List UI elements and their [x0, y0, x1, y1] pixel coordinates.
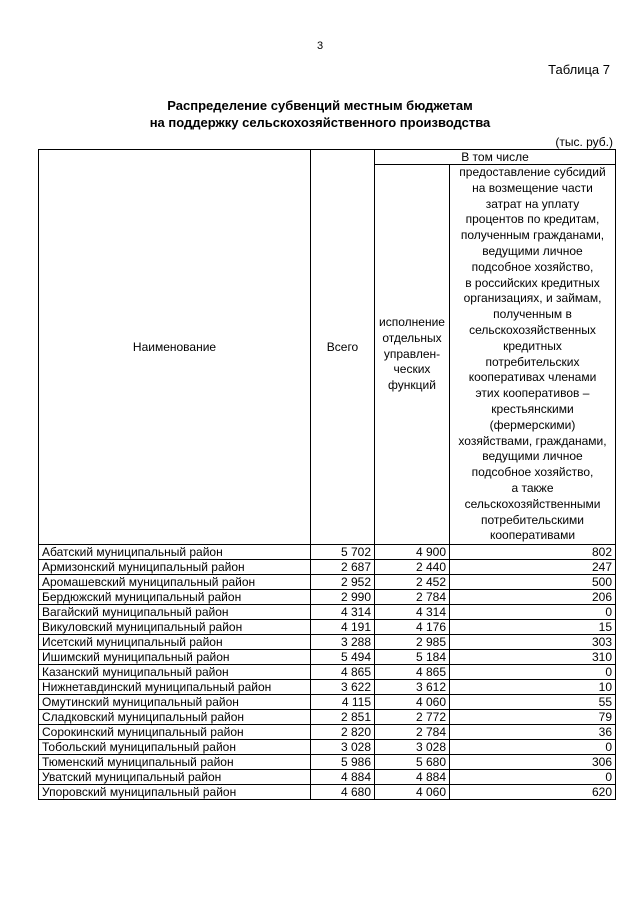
district-name: Бердюжский муниципальный район: [39, 590, 311, 605]
total-value: 4 191: [311, 620, 375, 635]
district-name: Вагайский муниципальный район: [39, 605, 311, 620]
district-name: Викуловский муниципальный район: [39, 620, 311, 635]
functions-value: 3 612: [375, 680, 450, 695]
subsidies-value: 303: [450, 635, 616, 650]
subsidies-value: 500: [450, 575, 616, 590]
subsidies-value: 620: [450, 785, 616, 800]
total-value: 2 952: [311, 575, 375, 590]
table-row: [39, 710, 616, 725]
functions-value: 2 784: [375, 590, 450, 605]
table-row: [39, 620, 616, 635]
total-value: 4 884: [311, 770, 375, 785]
total-value: 5 494: [311, 650, 375, 665]
functions-value: 2 440: [375, 560, 450, 575]
subsidies-value: 206: [450, 590, 616, 605]
district-name: Нижнетавдинский муниципальный район: [39, 680, 311, 695]
table-label: Таблица 7: [548, 62, 610, 77]
subsidies-value: 310: [450, 650, 616, 665]
functions-value: 4 060: [375, 785, 450, 800]
subsidies-value: 79: [450, 710, 616, 725]
header-subsidies: [450, 165, 616, 545]
header-subsidies-line: предоставление субсидий: [459, 165, 606, 179]
table-row: [39, 590, 616, 605]
table-row: [39, 695, 616, 710]
table-body: [39, 545, 616, 800]
header-subsidies-line: кооперативах членами: [468, 370, 597, 385]
functions-value: 2 772: [375, 710, 450, 725]
header-functions-line: отдельных: [382, 330, 442, 345]
total-value: 4 680: [311, 785, 375, 800]
district-name: Омутинский муниципальный район: [39, 695, 311, 710]
table-row: [39, 740, 616, 755]
title-line-2: на поддержку сельскохозяйственного производства: [149, 115, 491, 130]
header-subsidies-line: ведущими личное: [482, 243, 583, 258]
subsidies-value: 0: [450, 665, 616, 680]
functions-value: 4 176: [375, 620, 450, 635]
header-subsidies-line: ведущими личное: [482, 449, 583, 464]
subsidies-value: 0: [450, 605, 616, 620]
district-name: Сладковский муниципальный район: [39, 710, 311, 725]
total-value: 3 028: [311, 740, 375, 755]
table-row: [39, 605, 616, 620]
header-functions: [375, 165, 450, 545]
functions-value: 2 452: [375, 575, 450, 590]
header-subsidies-line: сельскохозяйственных: [469, 322, 596, 337]
header-subsidies-line: подсобное хозяйство,: [471, 465, 594, 480]
subsidies-value: 802: [450, 545, 616, 560]
functions-value: 2 985: [375, 635, 450, 650]
header-subsidies-line: процентов по кредитам,: [465, 212, 600, 227]
subsidies-value: 36: [450, 725, 616, 740]
subsidies-value: 10: [450, 680, 616, 695]
total-value: 2 687: [311, 560, 375, 575]
header-name: Наименование: [39, 150, 311, 545]
header-subsidies-line: полученным в: [493, 307, 572, 322]
header-subsidies-line: крестьянскими: [491, 401, 574, 416]
district-name: Уватский муниципальный район: [39, 770, 311, 785]
header-subsidies-line: потребительскими: [481, 512, 584, 527]
header-subsidies-line: полученным гражданами,: [460, 228, 605, 243]
header-functions-line: функций: [388, 378, 436, 393]
table-row: [39, 650, 616, 665]
total-value: 4 115: [311, 695, 375, 710]
district-name: Абатский муниципальный район: [39, 545, 311, 560]
district-name: Ишимский муниципальный район: [39, 650, 311, 665]
total-value: 5 702: [311, 545, 375, 560]
district-name: Аромашевский муниципальный район: [39, 575, 311, 590]
district-name: Упоровский муниципальный район: [39, 785, 311, 800]
total-value: 5 986: [311, 755, 375, 770]
table-row: [39, 725, 616, 740]
header-subsidies-line: кооперативами: [489, 528, 576, 543]
total-value: 4 865: [311, 665, 375, 680]
table-row: [39, 680, 616, 695]
functions-value: 4 865: [375, 665, 450, 680]
table-title: [0, 97, 640, 131]
header-total: Всего: [311, 150, 375, 545]
total-value: 3 622: [311, 680, 375, 695]
header-subsidies-line: подсобное хозяйство,: [471, 259, 594, 274]
header-functions-line: ческих: [393, 362, 431, 377]
table-row: [39, 545, 616, 560]
total-value: 2 990: [311, 590, 375, 605]
subsidies-value: 55: [450, 695, 616, 710]
subventions-table: [38, 149, 616, 800]
table-row: [39, 785, 616, 800]
district-name: Тобольский муниципальный район: [39, 740, 311, 755]
district-name: Армизонский муниципальный район: [39, 560, 311, 575]
header-functions-line: исполнение: [379, 315, 445, 330]
header-subsidies-line: (фермерскими): [489, 417, 576, 432]
units-label: (тыс. руб.): [555, 135, 613, 149]
table-row: [39, 755, 616, 770]
table-row: [39, 635, 616, 650]
functions-value: 2 784: [375, 725, 450, 740]
header-subsidies-line: на возмещение части: [472, 180, 593, 195]
header-subsidies-line: в российских кредитных: [465, 275, 600, 290]
header-subsidies-line: затрат на уплату: [485, 196, 580, 211]
header-subsidies-line: а также: [511, 480, 554, 495]
header-including: В том числе: [375, 150, 616, 165]
total-value: 2 851: [311, 710, 375, 725]
total-value: 4 314: [311, 605, 375, 620]
subsidies-value: 0: [450, 740, 616, 755]
table-row: [39, 575, 616, 590]
functions-value: 3 028: [375, 740, 450, 755]
subsidies-value: 15: [450, 620, 616, 635]
title-line-1: Распределение субвенций местным бюджетам: [167, 98, 473, 113]
subsidies-value: 0: [450, 770, 616, 785]
functions-value: 4 314: [375, 605, 450, 620]
header-subsidies-line: хозяйствами, гражданами,: [458, 433, 607, 448]
district-name: Тюменский муниципальный район: [39, 755, 311, 770]
district-name: Сорокинский муниципальный район: [39, 725, 311, 740]
page-number: 3: [316, 40, 324, 52]
total-value: 3 288: [311, 635, 375, 650]
header-subsidies-line: сельскохозяйственными: [464, 496, 601, 511]
subsidies-value: 247: [450, 560, 616, 575]
total-value: 2 820: [311, 725, 375, 740]
subsidies-value: 306: [450, 755, 616, 770]
functions-value: 5 680: [375, 755, 450, 770]
functions-value: 4 900: [375, 545, 450, 560]
district-name: Казанский муниципальный район: [39, 665, 311, 680]
header-subsidies-line: потребительских: [485, 354, 580, 369]
table-row: [39, 560, 616, 575]
functions-value: 4 060: [375, 695, 450, 710]
district-name: Исетский муниципальный район: [39, 635, 311, 650]
table-row: [39, 770, 616, 785]
functions-value: 5 184: [375, 650, 450, 665]
header-subsidies-line: этих кооперативов –: [475, 386, 590, 401]
table-row: [39, 665, 616, 680]
header-subsidies-line: организациях, и займам,: [463, 291, 602, 306]
functions-value: 4 884: [375, 770, 450, 785]
header-functions-line: управлен-: [383, 346, 441, 361]
header-subsidies-line: кредитных: [503, 338, 562, 353]
